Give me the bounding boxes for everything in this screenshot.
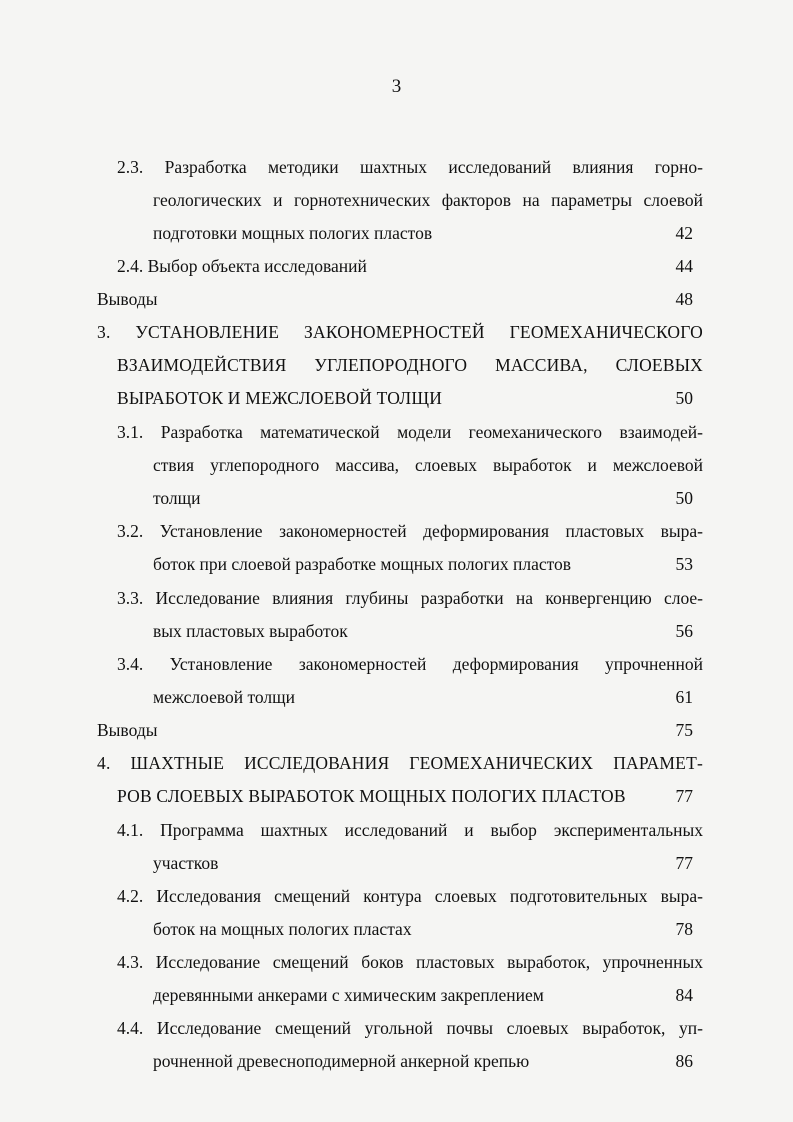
toc-line: деревянными анкерами с химическим закреплением <box>153 985 544 1005</box>
toc-page-number: 44 <box>675 256 693 276</box>
toc-line: ствия углепородного массива, слоевых выработок и межслоевой <box>153 455 703 475</box>
toc-line: Выводы <box>97 289 158 309</box>
toc-page-number: 77 <box>675 786 693 806</box>
toc-line: 3.3. Исследование влияния глубины разработки на конвергенцию слое- <box>117 588 703 608</box>
toc-line: 2.3. Разработка методики шахтных исследований влияния горно- <box>117 157 703 177</box>
toc-line: межслоевой толщи <box>153 687 295 707</box>
toc-line: 4.2. Исследования смещений контура слоевых подготовительных выра- <box>117 886 703 906</box>
toc-page-number: 50 <box>675 488 693 508</box>
toc-page-number: 48 <box>675 289 693 309</box>
toc-page-number: 42 <box>675 223 693 243</box>
toc-chapter-line: 4. ШАХТНЫЕ ИССЛЕДОВАНИЯ ГЕОМЕХАНИЧЕСКИХ ПАРАМЕТ- <box>97 753 703 773</box>
toc-line: 4.3. Исследование смещений боков пластовых выработок, упрочненных <box>117 952 703 972</box>
toc-line: геологических и горнотехнических факторов на параметры слоевой <box>153 190 703 210</box>
toc-line: боток на мощных пологих пластах <box>153 919 412 939</box>
toc-chapter-line: ВЗАИМОДЕЙСТВИЯ УГЛЕПОРОДНОГО МАССИВА, СЛОЕВЫХ <box>117 355 703 375</box>
toc-page-number: 53 <box>675 554 693 574</box>
toc-page-number: 75 <box>675 720 693 740</box>
toc-page-number: 84 <box>675 985 693 1005</box>
toc-page-number: 61 <box>675 687 693 707</box>
toc-line: 2.4. Выбор объекта исследований <box>117 256 367 276</box>
toc-page-number: 86 <box>675 1051 693 1071</box>
toc-page-number: 78 <box>675 919 693 939</box>
toc-line: рочненной древесноподимерной анкерной крепью <box>153 1051 530 1071</box>
toc-line: боток при слоевой разработке мощных пологих пластов <box>153 554 572 574</box>
toc-line: 4.4. Исследование смещений угольной почвы слоевых выработок, уп- <box>117 1018 703 1038</box>
toc-chapter-line: ВЫРАБОТОК И МЕЖСЛОЕВОЙ ТОЛЩИ <box>117 388 443 408</box>
toc-line: 3.4. Установление закономерностей деформирования упрочненной <box>117 654 703 674</box>
toc-chapter-line: 3. УСТАНОВЛЕНИЕ ЗАКОНОМЕРНОСТЕЙ ГЕОМЕХАНИЧЕСКОГО <box>97 322 703 342</box>
toc-page-number: 50 <box>675 388 693 408</box>
toc-line: вых пластовых выработок <box>153 621 348 641</box>
toc-line: 3.1. Разработка математической модели геомеханического взаимодей- <box>117 422 703 442</box>
toc-page-number: 77 <box>675 853 693 873</box>
toc-line: толщи <box>153 488 201 508</box>
toc-line: 4.1. Программа шахтных исследований и выбор экспериментальных <box>117 820 703 840</box>
toc-page-number: 56 <box>675 621 693 641</box>
toc-chapter-line: РОВ СЛОЕВЫХ ВЫРАБОТОК МОЩНЫХ ПОЛОГИХ ПЛАСТОВ <box>117 786 626 806</box>
toc-line: Выводы <box>97 720 158 740</box>
page-number: 3 <box>391 76 402 97</box>
toc-line: подготовки мощных пологих пластов <box>153 223 433 243</box>
toc-line: участков <box>153 853 219 873</box>
toc-line: 3.2. Установление закономерностей деформирования пластовых выра- <box>117 521 703 541</box>
